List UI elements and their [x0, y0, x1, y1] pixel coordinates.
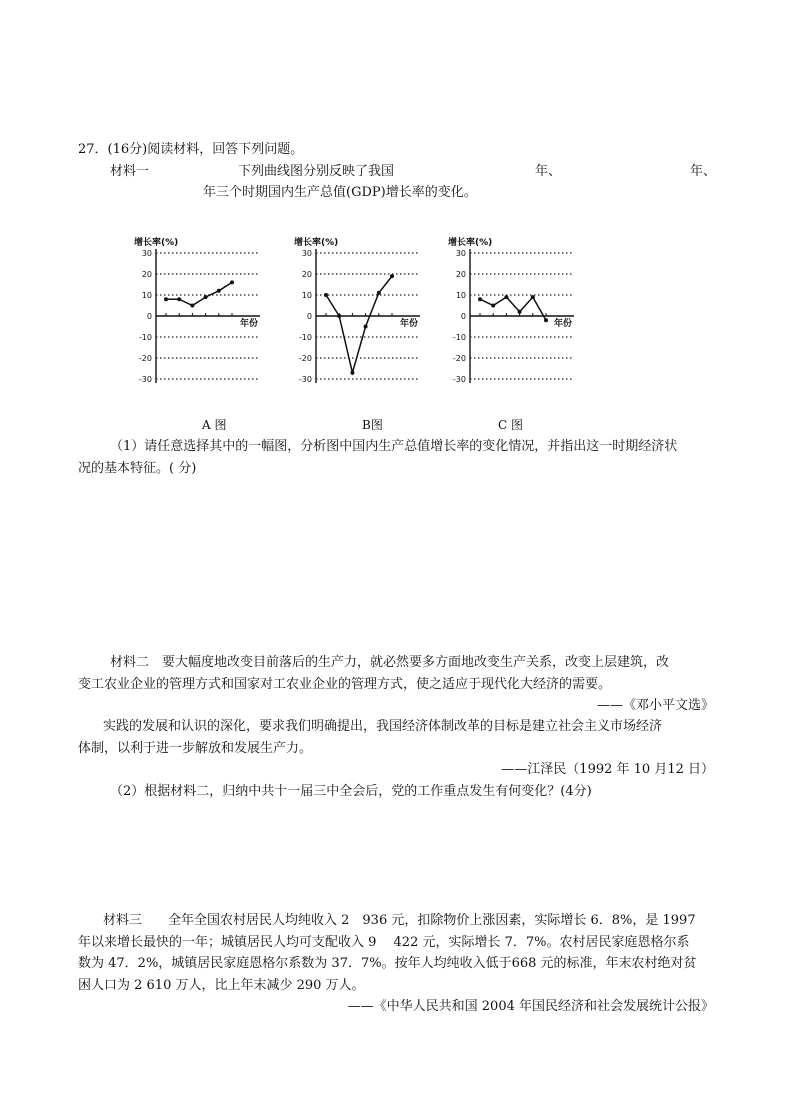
question-heading: 27．(16分)阅读材料，回答下列问题。: [78, 142, 304, 157]
chart-c-svg: [446, 235, 586, 395]
chart-b-svg: [292, 235, 432, 395]
q1-line1: （1）请任意选择其中的一幅图，分析图中国内生产总值增长率的变化情况，并指出这一时期经济状: [110, 439, 678, 454]
material2-line4: 体制，以利于进一步解放和发展生产力。: [78, 741, 313, 756]
x-axis-label: 年份: [240, 319, 259, 329]
chart-b: [292, 235, 432, 399]
material1-text-line2: 年三个时期国内生产总值(GDP)增长率的变化。: [203, 185, 477, 200]
y-tick-label: -30: [452, 375, 466, 384]
chart-a: [132, 235, 272, 399]
q2-text: （2）根据材料二，归纳中共十一届三中全会后，党的工作重点发生有何变化？(4分): [110, 784, 592, 799]
data-point: [364, 325, 368, 329]
y-tick-label: -10: [452, 333, 466, 342]
chart-c: [446, 235, 586, 399]
data-point: [190, 304, 194, 308]
material2-line2: 变工农业企业的管理方式和国家对工农业企业的管理方式，使之适应于现代化大经济的需要。: [78, 677, 612, 692]
y-tick-label: 10: [455, 291, 466, 300]
material3-source: ——《中华人民共和国 2004 年国民经济和社会发展统计公报》: [347, 999, 714, 1014]
data-point: [390, 274, 394, 278]
data-point: [504, 295, 508, 299]
data-point: [544, 318, 548, 322]
y-tick-label: 30: [141, 249, 152, 258]
data-point: [531, 295, 535, 299]
y-tick-label: 10: [141, 291, 152, 300]
y-tick-label: 30: [301, 249, 312, 258]
chart-b-caption: B图: [362, 418, 383, 432]
x-axis-label: 年份: [554, 319, 573, 329]
material3-line2: 年以来增长最快的一年；城镇居民人均可支配收入 9 422 元，实际增长 7．7%。农村居民家庭恩格尔系: [78, 935, 690, 950]
material1-year1: 年、: [535, 164, 562, 179]
y-tick-label: 30: [455, 249, 466, 258]
chart-a-svg: [132, 235, 272, 395]
material1-year2: 年、: [690, 164, 717, 179]
y-tick-label: 0: [306, 312, 312, 321]
chart-c-caption: C 图: [498, 418, 523, 432]
material2-line3: 实践的发展和认识的深化，要求我们明确提出，我国经济体制改革的目标是建立社会主义市场经济: [103, 719, 663, 734]
material1-label: 材料一: [110, 164, 150, 179]
y-tick-label: -20: [138, 354, 152, 363]
material3-line1: 材料三 全年全国农村居民人均纯收入 2 936 元，扣除物价上涨因素，实际增长 6．8%，是 1997: [103, 913, 696, 928]
data-point: [324, 293, 328, 297]
data-point: [518, 310, 522, 314]
data-point: [478, 297, 482, 301]
y-tick-label: -10: [298, 333, 312, 342]
series-line: [326, 276, 392, 373]
y-tick-label: -30: [298, 375, 312, 384]
y-tick-label: -10: [138, 333, 152, 342]
y-tick-label: -20: [452, 354, 466, 363]
y-tick-label: 0: [460, 312, 466, 321]
y-tick-label: 20: [301, 270, 312, 279]
series-line: [166, 282, 232, 305]
material2-line1: 材料二 要大幅度地改变目前落后的生产力，就必然要多方面地改变生产关系，改变上层建筑，改: [110, 655, 670, 670]
material3-line4: 困人口为 2 610 万人，比上年末减少 290 万人。: [78, 978, 365, 993]
series-line: [480, 297, 546, 320]
data-point: [491, 304, 495, 308]
y-tick-label: 0: [146, 312, 152, 321]
x-axis-label: 年份: [400, 319, 419, 329]
material1-text: 下列曲线图分别反映了我国: [238, 164, 395, 179]
y-tick-label: 20: [455, 270, 466, 279]
data-point: [337, 314, 341, 318]
data-point: [164, 297, 168, 301]
material3-line3: 数为 47．2%，城镇居民家庭恩格尔系数为 37．7%。按年人均纯收入低于668 元的标准，年末农村绝对贫: [78, 956, 697, 971]
data-point: [377, 291, 381, 295]
chart-a-caption: A 图: [202, 418, 227, 432]
q1-line2: 况的基本特征。( 分): [78, 461, 197, 476]
y-tick-label: -30: [138, 375, 152, 384]
material2-source1: ——《邓小平文选》: [596, 698, 714, 713]
y-tick-label: -20: [298, 354, 312, 363]
y-tick-label: 20: [141, 270, 152, 279]
data-point: [204, 295, 208, 299]
y-tick-label: 10: [301, 291, 312, 300]
material2-source2: ——江泽民（1992 年 10 月12 日）: [501, 762, 714, 777]
data-point: [230, 280, 234, 284]
data-point: [177, 297, 181, 301]
y-axis-label: 增长率(%): [294, 238, 339, 248]
y-axis-label: 增长率(%): [134, 238, 179, 248]
y-axis-label: 增长率(%): [448, 238, 493, 248]
data-point: [217, 289, 221, 293]
data-point: [350, 371, 354, 375]
